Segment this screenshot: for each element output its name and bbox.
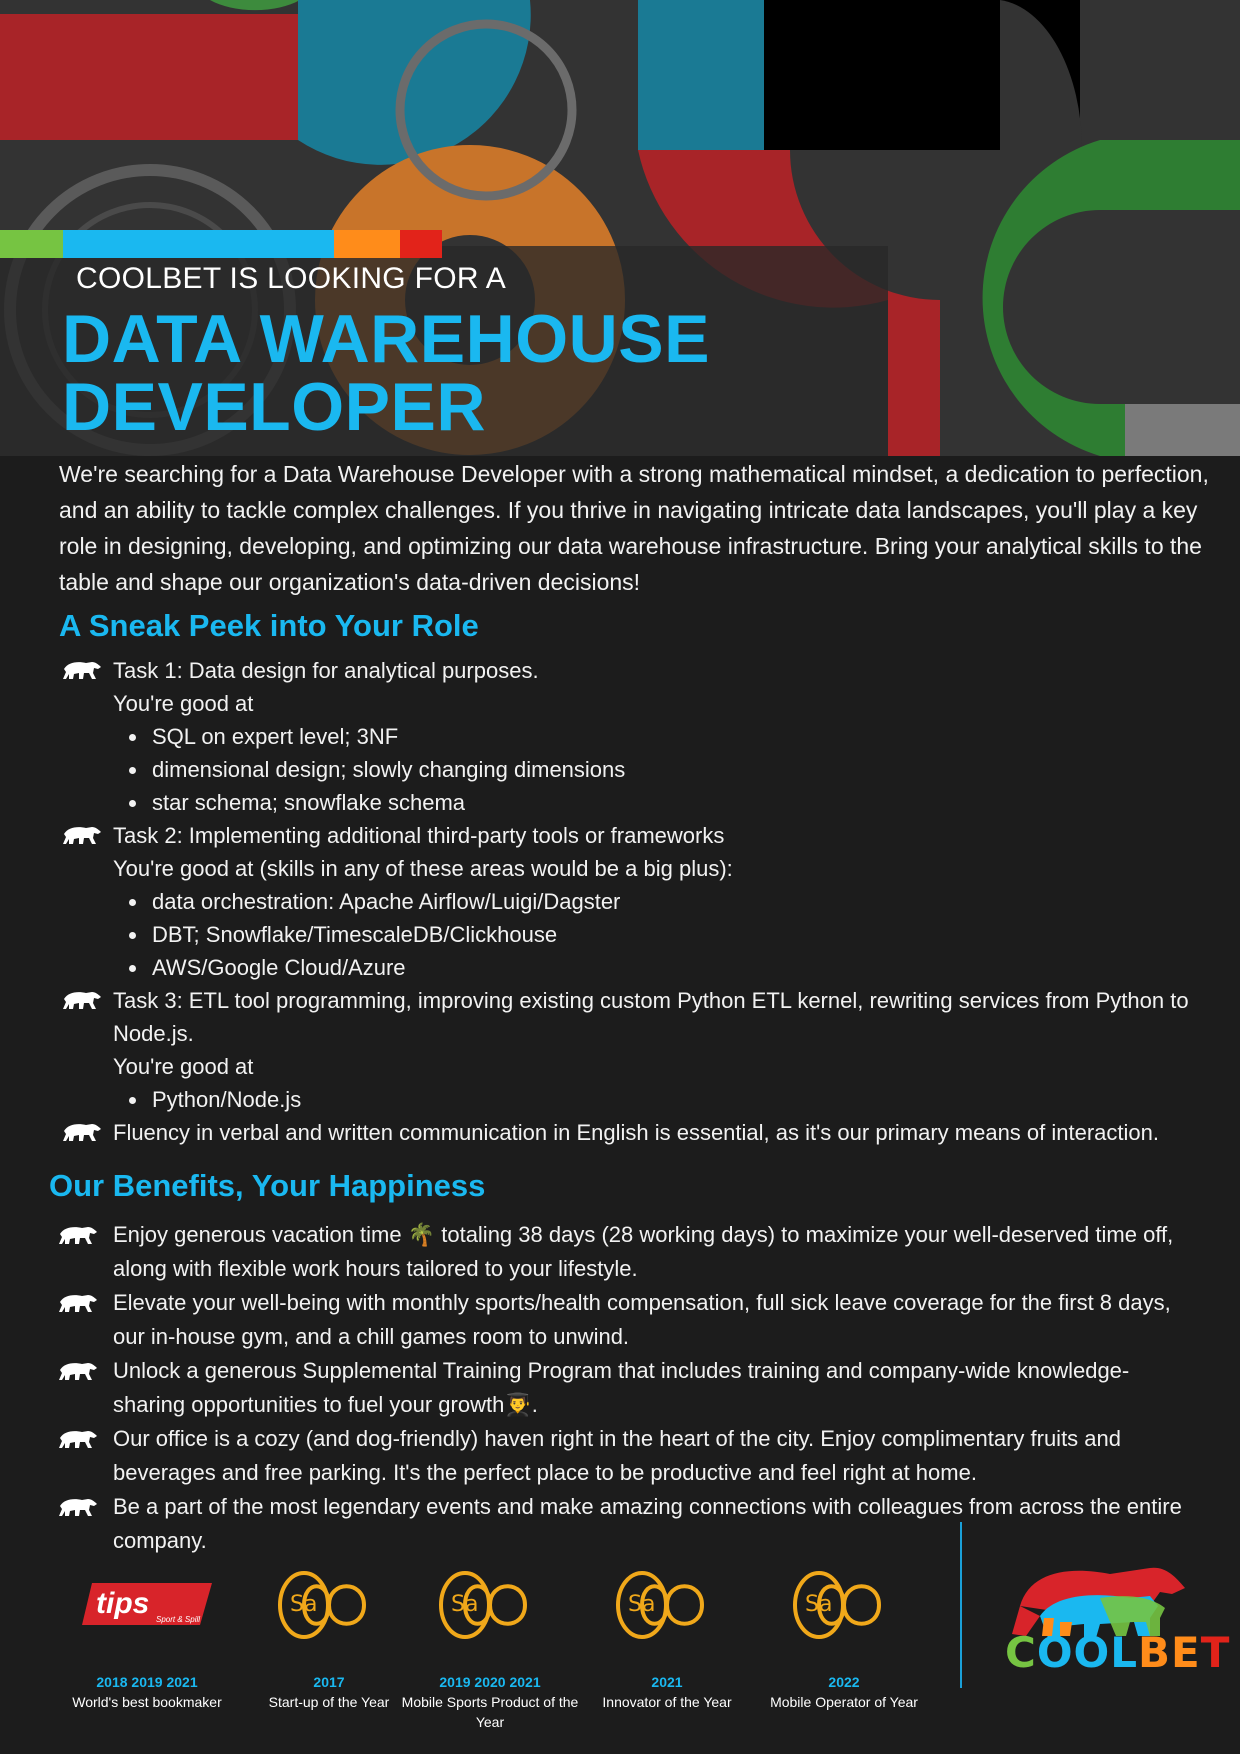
polar-bear-icon [62,659,102,681]
sbc-awards-logo [239,1560,419,1650]
task-title: Task 1: Data design for analytical purposes. [113,658,539,683]
skill-item: DBT; Snowflake/TimescaleDB/Clickhouse [113,918,1220,951]
benefit-text: Be a part of the most legendary events and make amazing connections with colleagues from across the entire company. [113,1494,1182,1553]
award-years: 2021 [651,1674,683,1690]
task-title: Task 2: Implementing additional third-party tools or frameworks [113,823,725,848]
award-caption: World's best bookmaker [72,1694,222,1710]
benefit-item [58,1218,1188,1286]
polar-bear-icon [58,1428,98,1450]
intro-paragraph: We're searching for a Data Warehouse Developer with a strong mathematical mindset, a dedication to perfection, and an ability to tackle complex challenges. If you thrive in navigating intricate data landscapes, you'll play a key role in designing, developing, and optimizing our data warehouse infrastructure. Bring your analytical skills to the table and shape our organization's data-driven decisions! [59,461,1209,595]
benefit-item [58,1354,1188,1422]
coolbet-wordmark: COOLBET [1005,1628,1231,1677]
sbc-awards-logo [754,1560,934,1650]
skill-item: SQL on expert level; 3NF [113,720,1220,753]
role-heading: A Sneak Peek into Your Role [59,608,479,643]
tips-logo-text: tips [96,1587,150,1620]
vertical-divider [960,1522,962,1688]
award-caption: Innovator of the Year [602,1694,732,1710]
award-caption: Start-up of the Year [268,1694,390,1710]
svg-text:Sa: Sa [290,1592,318,1617]
sbc-awards-logo [400,1560,580,1650]
task-good-at: You're good at (skills in any of these areas would be a big plus): [113,856,733,881]
award-sbc [400,1560,580,1732]
task-good-at: You're good at [113,691,254,716]
benefit-item [58,1422,1188,1490]
hero-banner [0,0,1240,456]
award-years: 2019 2020 2021 [439,1674,541,1690]
tips-logo [57,1560,237,1650]
job-title-line-1: DATA WAREHOUSE [62,301,710,377]
skill-item: star schema; snowflake schema [113,786,1220,819]
task-list [60,654,1220,1149]
polar-bear-icon [58,1496,98,1518]
sbc-awards-logo [577,1560,757,1650]
award-sbc [754,1560,934,1712]
task-item [60,819,1220,984]
skill-list [113,720,1220,819]
task-item [60,654,1220,819]
polar-bear-icon [58,1224,98,1246]
svg-text:Sa: Sa [805,1592,833,1617]
polar-bear-icon [62,1121,102,1143]
tips-logo-subtext: Sport & Spill [156,1615,201,1624]
svg-text:Sa: Sa [628,1592,656,1617]
polar-bear-icon [58,1292,98,1314]
hero-kicker: COOLBET IS LOOKING FOR A [76,262,507,295]
polar-bear-icon [62,989,102,1011]
award-caption: Mobile Sports Product of the Year [401,1694,579,1730]
task-title: Fluency in verbal and written communication in English is essential, as it's our primary means of interaction. [113,1120,1159,1145]
award-tips [57,1560,237,1712]
award-years: 2018 2019 2021 [96,1674,198,1690]
award-years: 2022 [828,1674,860,1690]
benefit-list [58,1218,1188,1558]
polar-bear-icon [62,824,102,846]
job-title [62,301,710,445]
benefits-heading: Our Benefits, Your Happiness [49,1168,486,1203]
job-title-line-2: DEVELOPER [62,369,486,445]
benefit-text: Unlock a generous Supplemental Training Program that includes training and company-wide knowledge-sharing opportunities to fuel your growth👨‍🎓. [113,1358,1130,1417]
benefit-text: Elevate your well-being with monthly sports/health compensation, full sick leave coverage for the first 8 days, our in-house gym, and a chill games room to unwind. [113,1290,1171,1349]
skill-list [113,1083,1220,1116]
skill-item: data orchestration: Apache Airflow/Luigi/Dagster [113,885,1220,918]
skill-item: dimensional design; slowly changing dimensions [113,753,1220,786]
svg-text:Sa: Sa [451,1592,479,1617]
task-item [60,984,1220,1116]
skill-item: Python/Node.js [113,1083,1220,1116]
awards-row [0,1560,960,1740]
brand-color-strip [0,230,442,258]
award-sbc [577,1560,757,1712]
task-item [60,1116,1220,1149]
award-sbc [239,1560,419,1712]
benefit-text: Enjoy generous vacation time 🌴 totaling 38 days (28 working days) to maximize your well-deserved time off, along with flexible work hours tailored to your lifestyle. [113,1222,1174,1281]
task-good-at: You're good at [113,1054,254,1079]
award-caption: Mobile Operator of Year [770,1694,918,1710]
benefit-text: Our office is a cozy (and dog-friendly) haven right in the heart of the city. Enjoy complimentary fruits and beverages and free parking. It's the perfect place to be productive and feel right at home. [113,1426,1122,1485]
polar-bear-icon [58,1360,98,1382]
skill-list [113,885,1220,984]
skill-item: AWS/Google Cloud/Azure [113,951,1220,984]
task-title: Task 3: ETL tool programming, improving existing custom Python ETL kernel, rewriting services from Python to Node.js. [113,988,1189,1046]
benefit-item [58,1286,1188,1354]
award-years: 2017 [313,1674,345,1690]
